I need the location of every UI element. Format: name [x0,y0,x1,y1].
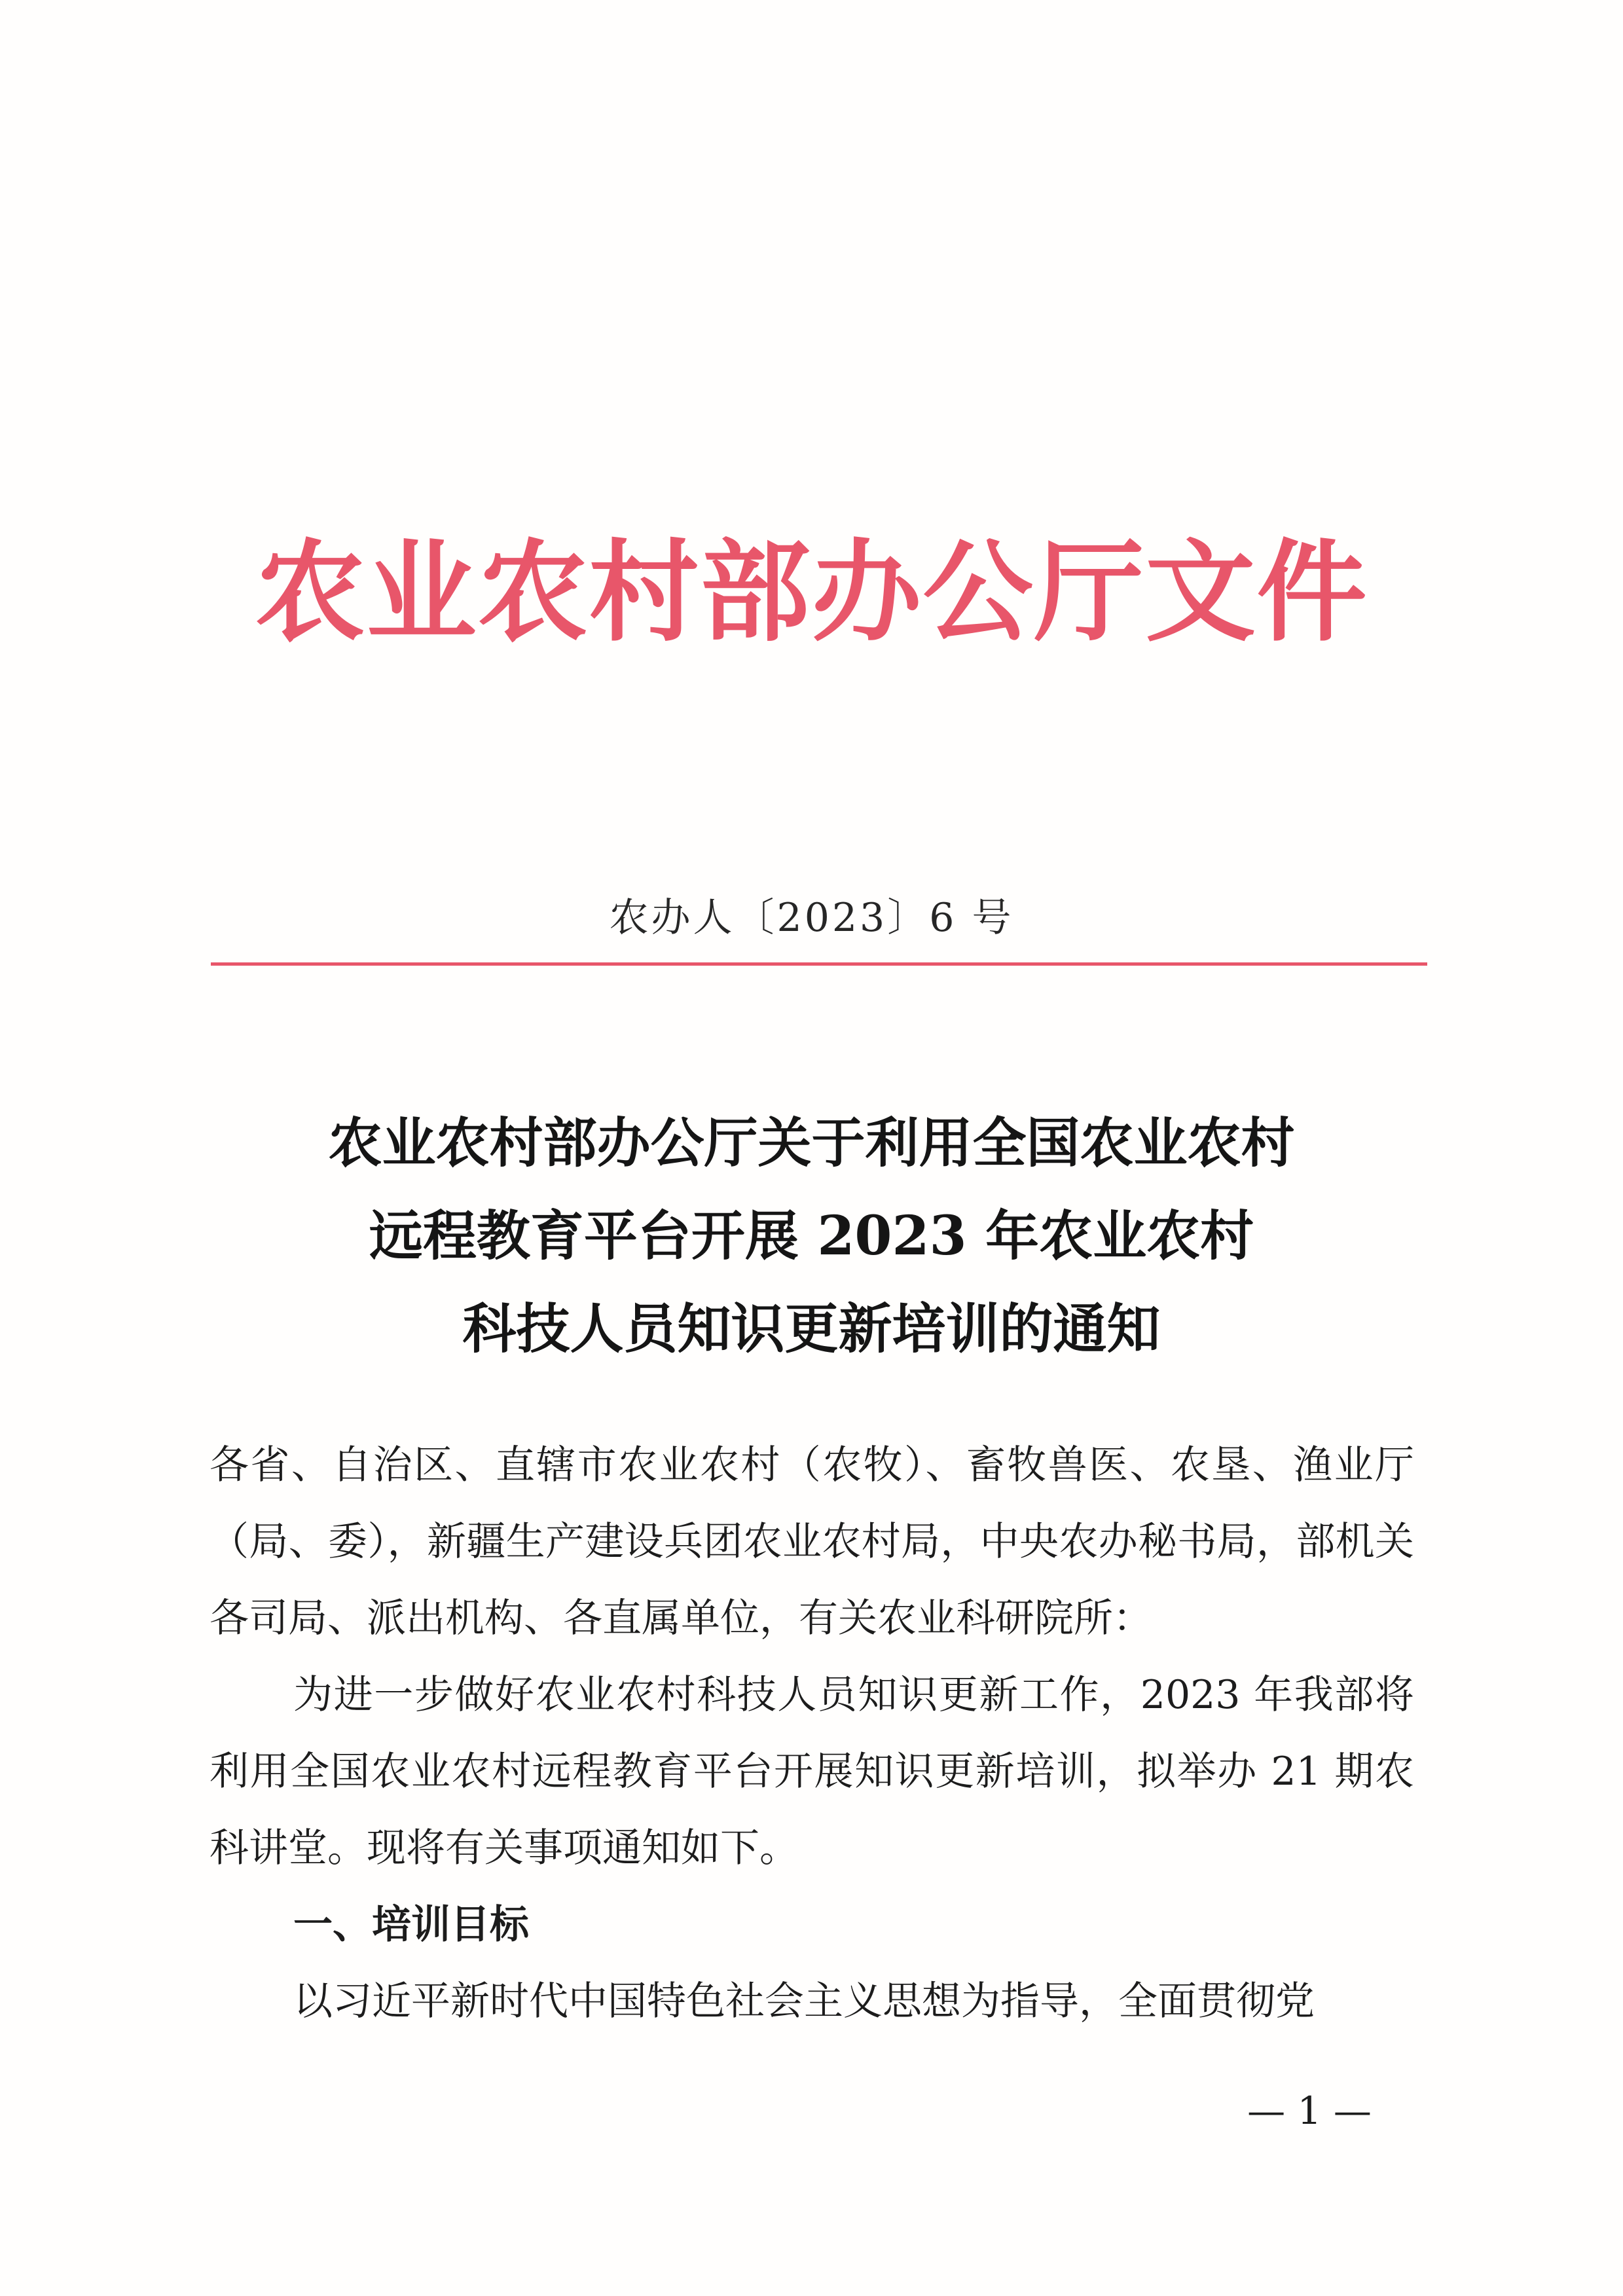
red-divider-line [211,962,1427,966]
document-body [210,1427,1414,2040]
section-1-paragraph: 以习近平新时代中国特色社会主义思想为指导，全面贯彻党 [293,1978,1315,2024]
recipients-paragraph: 各省、自治区、直辖市农业农村（农牧）、畜牧兽医、农垦、渔业厅（局、委），新疆生产建设兵团农业农村局，中央农办秘书局，部机关各司局、派出机构、各直属单位，有关农业科研院所： [210,1442,1414,1641]
intro-paragraph: 为进一步做好农业农村科技人员知识更新工作，2023 年我部将利用全国农业农村远程教育平台开展知识更新培训，拟举办 21 期农科讲堂。现将有关事项通知如下。 [210,1672,1414,1871]
document-title-line-3: 科技人员知识更新培训的通知 [462,1298,1161,1360]
section-heading-training-goals: 一、培训目标 [293,1902,529,1948]
page-number: — 1 — [1247,2088,1372,2133]
document-title-line-2: 远程教育平台开展 2023 年农业农村 [369,1205,1254,1267]
document-title-line-1: 农业农村部办公厅关于利用全国农业农村 [328,1112,1295,1175]
issuer-header-title: 农业农村部办公厅文件 [255,527,1368,657]
document-number: 农办人〔2023〕6 号 [609,895,1014,941]
document-title [0,1097,1623,1376]
